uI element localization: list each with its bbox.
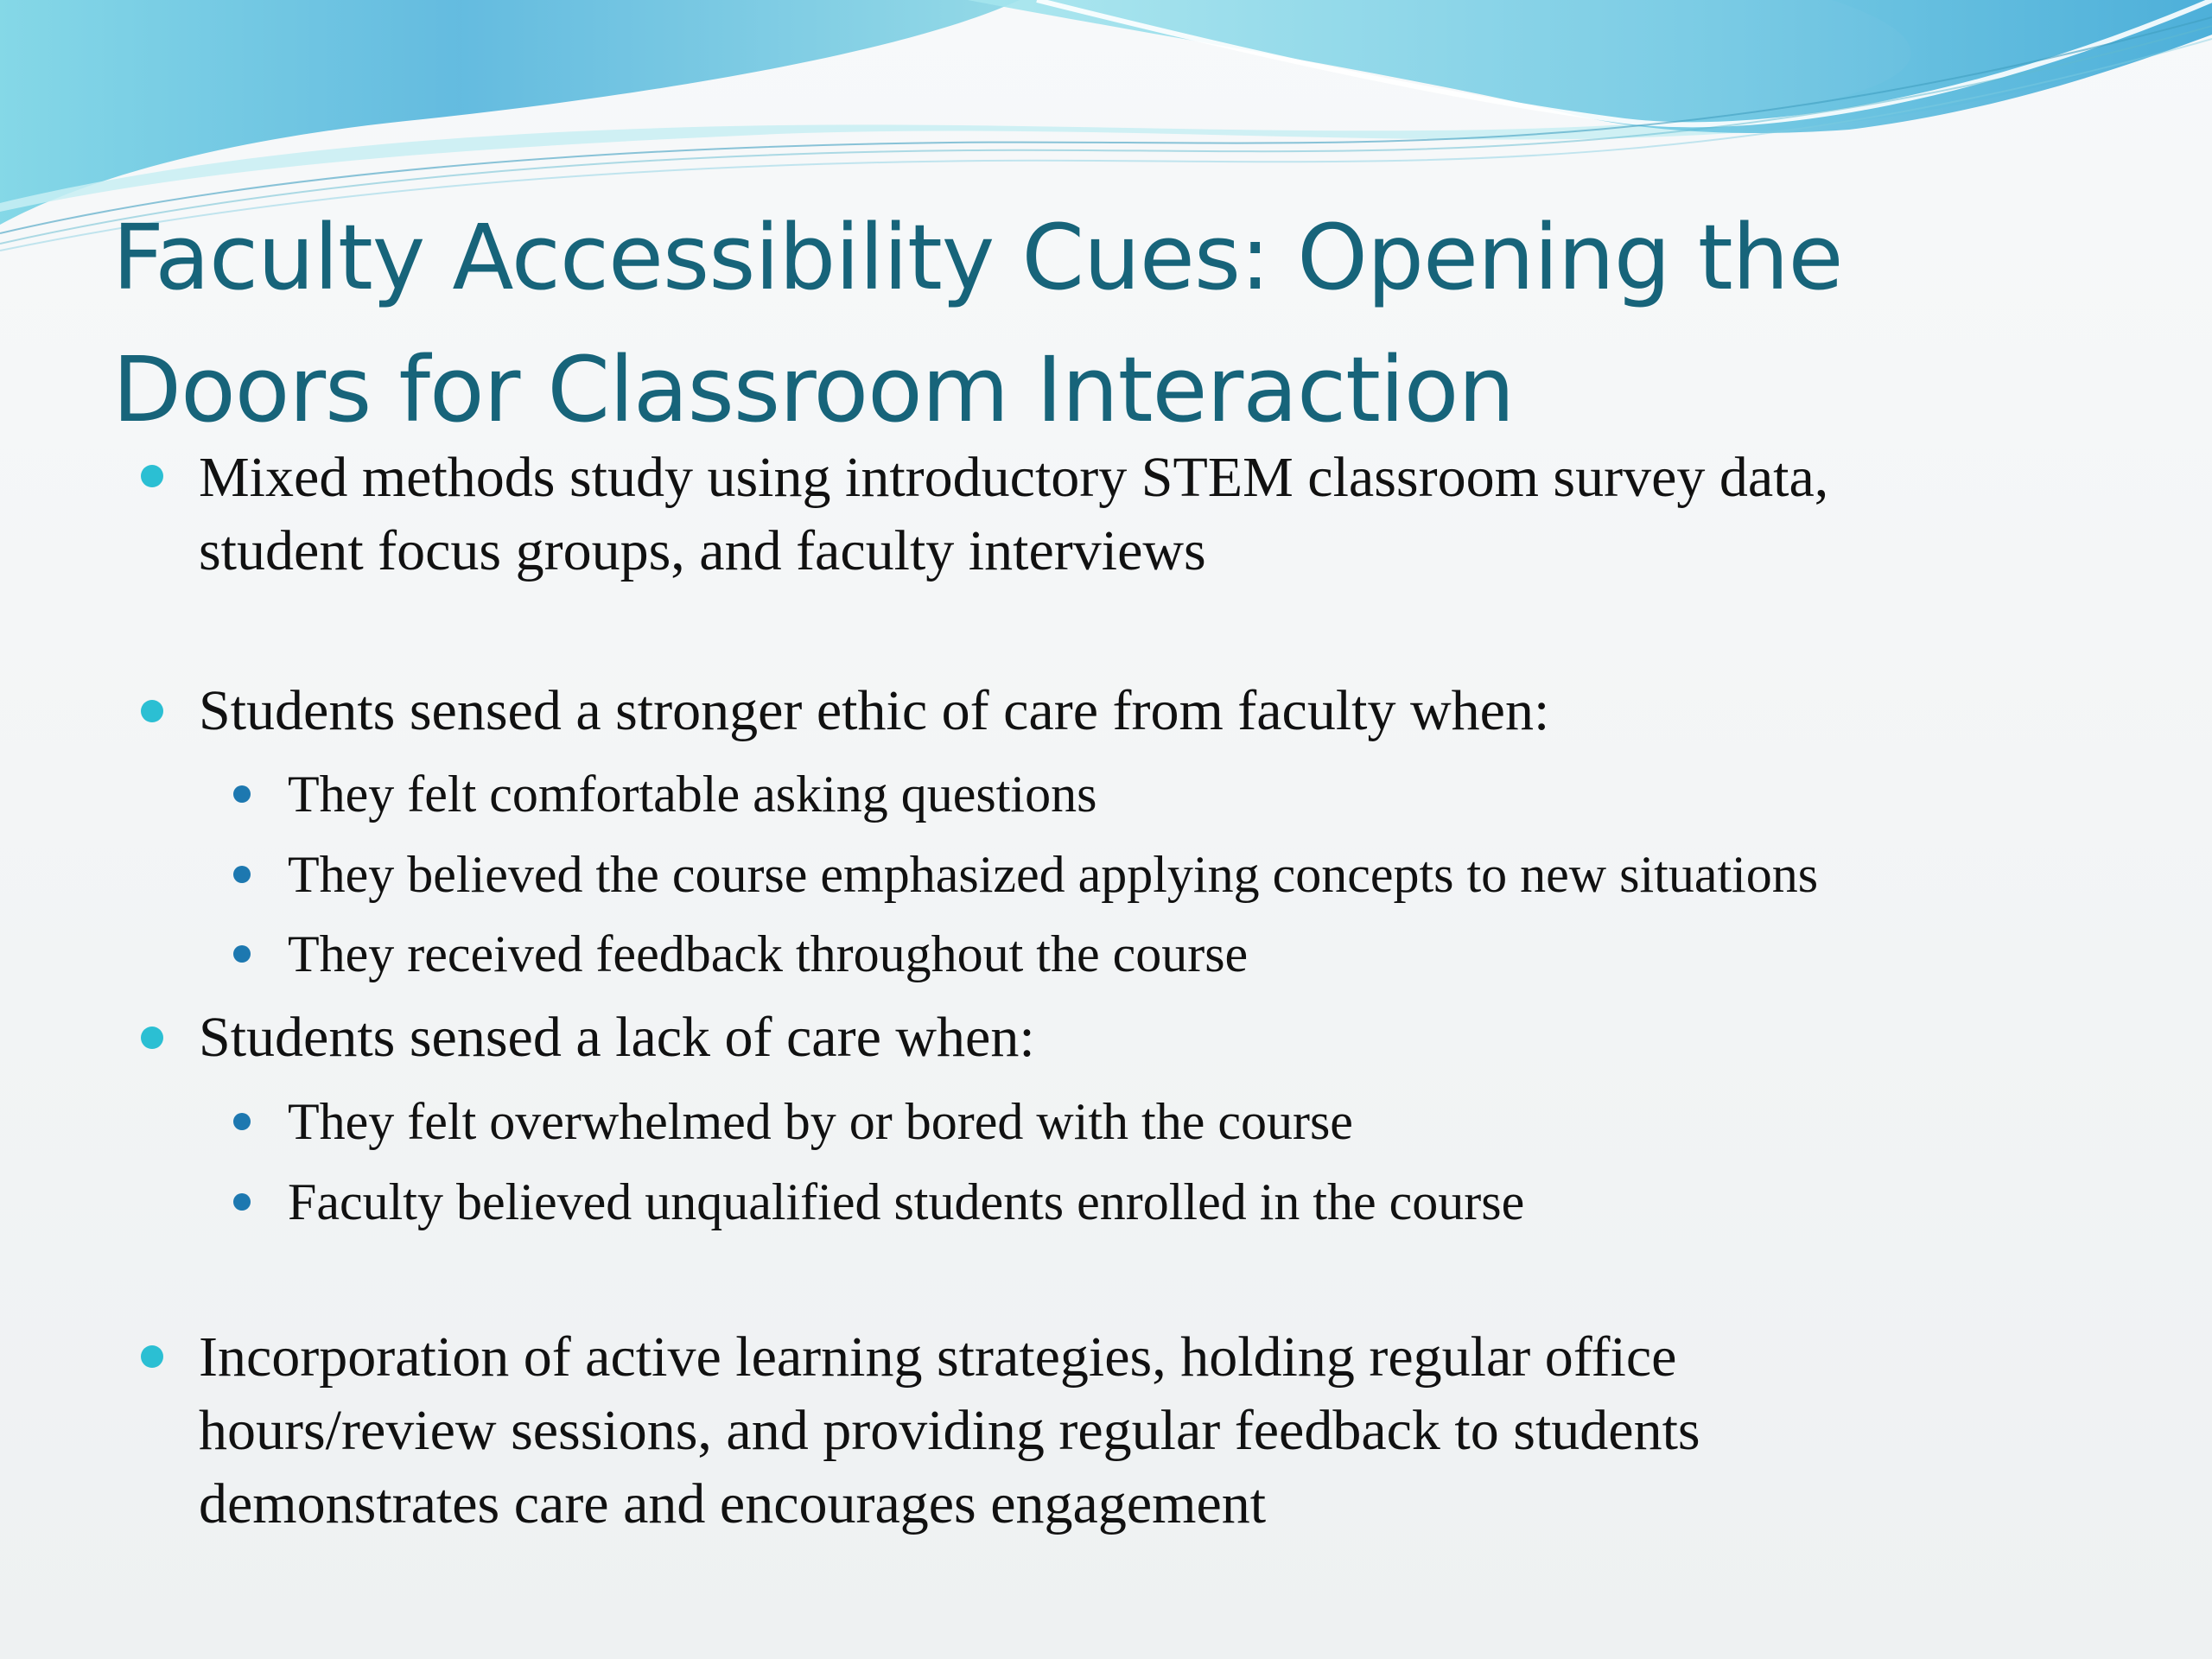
sub-bullet-dot bbox=[233, 945, 251, 963]
sub-bullet-dot bbox=[233, 1193, 251, 1211]
bullet-dot bbox=[141, 700, 163, 722]
sub-bullet-dot bbox=[233, 866, 251, 883]
sub-bullet-dot bbox=[233, 1113, 251, 1130]
bullet-dot bbox=[141, 1027, 163, 1049]
bullet-4-line-3: demonstrates care and encourages engagement bbox=[199, 1472, 1267, 1535]
bullet-2-sub-1: They felt comfortable asking questions bbox=[288, 766, 1097, 823]
bullet-2-sub-3: They received feedback throughout the course bbox=[288, 925, 1249, 982]
bullet-2-sub-2: They believed the course emphasized applying concepts to new situations bbox=[288, 846, 1819, 903]
bullet-3-sub-2: Faculty believed unqualified students enrolled in the course bbox=[288, 1173, 1525, 1230]
bullet-4-line-2: hours/review sessions, and providing regular feedback to students bbox=[199, 1399, 1700, 1462]
slide-title-line-1: Faculty Accessibility Cues: Opening the bbox=[112, 205, 1843, 310]
bullet-dot bbox=[141, 1345, 163, 1368]
bullet-dot bbox=[141, 465, 163, 487]
slide-title-line-2: Doors for Classroom Interaction bbox=[112, 337, 1515, 442]
bullet-2-line-1: Students sensed a stronger ethic of care from faculty when: bbox=[199, 679, 1550, 742]
bullet-3-sub-1: They felt overwhelmed by or bored with the course bbox=[288, 1093, 1353, 1150]
bullet-3-line-1: Students sensed a lack of care when: bbox=[199, 1006, 1035, 1069]
sub-bullet-dot bbox=[233, 785, 251, 803]
bullet-1-line-2: student focus groups, and faculty interviews bbox=[199, 519, 1206, 582]
bullet-4-line-1: Incorporation of active learning strategies, holding regular office bbox=[199, 1325, 1677, 1389]
bullet-1-line-1: Mixed methods study using introductory STEM classroom survey data, bbox=[199, 446, 1829, 509]
